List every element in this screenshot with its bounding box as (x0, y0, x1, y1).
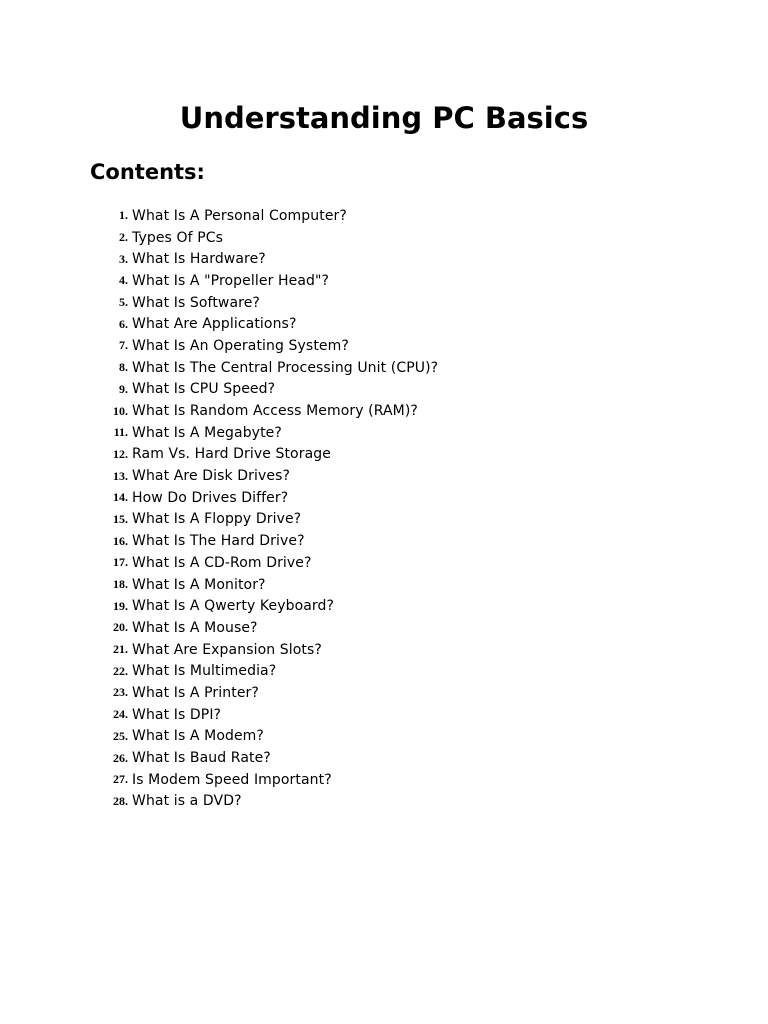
list-item-number: 24. (113, 707, 128, 722)
list-item-text: What Is Multimedia? (132, 663, 277, 680)
list-item-text: What Is An Operating System? (132, 337, 349, 354)
list-item (90, 227, 690, 249)
list-item-number: 13. (113, 468, 128, 483)
list-item-text: Is Modem Speed Important? (132, 771, 332, 788)
list-item-text: What Is Software? (132, 294, 260, 311)
list-item-text: Types Of PCs (132, 229, 224, 246)
list-item-text: What Is CPU Speed? (132, 381, 276, 398)
list-item (90, 357, 690, 379)
list-item-number: 9. (119, 381, 128, 396)
list-item-text: What Is A CD-Rom Drive? (132, 554, 312, 571)
contents-heading: Contents: (90, 160, 205, 184)
list-item-number: 2. (119, 230, 128, 245)
list-item-number: 7. (119, 338, 128, 353)
list-item-number: 18. (113, 577, 128, 592)
list-item-number: 26. (113, 750, 128, 765)
list-item-text: What Is A Personal Computer? (132, 207, 347, 224)
list-item-text: What Is A Megabyte? (132, 424, 282, 441)
list-item-number: 28. (113, 793, 128, 808)
list-item-number: 19. (113, 598, 128, 613)
list-item-text: What Is Random Access Memory (RAM)? (132, 403, 418, 420)
list-item (90, 747, 690, 769)
list-item-number: 12. (113, 446, 128, 461)
list-item (90, 574, 690, 596)
list-item (90, 639, 690, 661)
list-item-text: What Is Baud Rate? (132, 750, 271, 767)
list-item-number: 21. (113, 642, 128, 657)
list-item-number: 15. (113, 511, 128, 526)
list-item-text: How Do Drives Differ? (132, 489, 289, 506)
list-item (90, 552, 690, 574)
list-item-text: What Is The Hard Drive? (132, 533, 305, 550)
list-item-number: 5. (119, 295, 128, 310)
list-item-text: What Are Disk Drives? (132, 468, 290, 485)
list-item-number: 23. (113, 685, 128, 700)
list-item-text: What is a DVD? (132, 793, 242, 810)
list-item (90, 509, 690, 531)
list-item-number: 1. (119, 208, 128, 223)
list-item-text: What Is A Monitor? (132, 576, 266, 593)
list-item (90, 465, 690, 487)
list-item-text: What Is A "Propeller Head"? (132, 272, 330, 289)
list-item (90, 248, 690, 270)
list-item (90, 205, 690, 227)
list-item (90, 769, 690, 791)
list-item-number: 14. (113, 490, 128, 505)
list-item-number: 3. (119, 251, 128, 266)
list-item-number: 16. (113, 533, 128, 548)
list-item (90, 726, 690, 748)
list-item-text: What Is A Modem? (132, 728, 264, 745)
list-item (90, 313, 690, 335)
list-item-number: 8. (119, 360, 128, 375)
list-item (90, 682, 690, 704)
list-item-number: 4. (119, 273, 128, 288)
list-item-text: What Is A Printer? (132, 684, 259, 701)
list-item (90, 660, 690, 682)
list-item-number: 10. (113, 403, 128, 418)
list-item-text: What Is DPI? (132, 706, 222, 723)
list-item (90, 335, 690, 357)
list-item-number: 17. (113, 555, 128, 570)
table-of-contents (90, 205, 690, 812)
list-item (90, 422, 690, 444)
list-item (90, 444, 690, 466)
list-item-text: What Is Hardware? (132, 251, 266, 268)
list-item (90, 270, 690, 292)
list-item-number: 22. (113, 663, 128, 678)
list-item-number: 27. (113, 772, 128, 787)
list-item-text: What Is A Qwerty Keyboard? (132, 598, 335, 615)
list-item-text: What Is A Mouse? (132, 619, 258, 636)
list-item-number: 25. (113, 728, 128, 743)
list-item-text: What Is The Central Processing Unit (CPU)? (132, 359, 439, 376)
list-item-number: 6. (119, 316, 128, 331)
list-item (90, 487, 690, 509)
list-item-text: What Are Expansion Slots? (132, 641, 322, 658)
list-item (90, 617, 690, 639)
list-item-number: 11. (113, 425, 128, 440)
list-item-text: Ram Vs. Hard Drive Storage (132, 446, 331, 463)
list-item (90, 530, 690, 552)
list-item (90, 400, 690, 422)
list-item-text: What Is A Floppy Drive? (132, 511, 302, 528)
list-item-text: What Are Applications? (132, 316, 297, 333)
list-item-number: 20. (113, 620, 128, 635)
list-item (90, 292, 690, 314)
list-item (90, 595, 690, 617)
list-item (90, 791, 690, 813)
page-title: Understanding PC Basics (179, 101, 589, 135)
list-item (90, 704, 690, 726)
list-item (90, 379, 690, 401)
